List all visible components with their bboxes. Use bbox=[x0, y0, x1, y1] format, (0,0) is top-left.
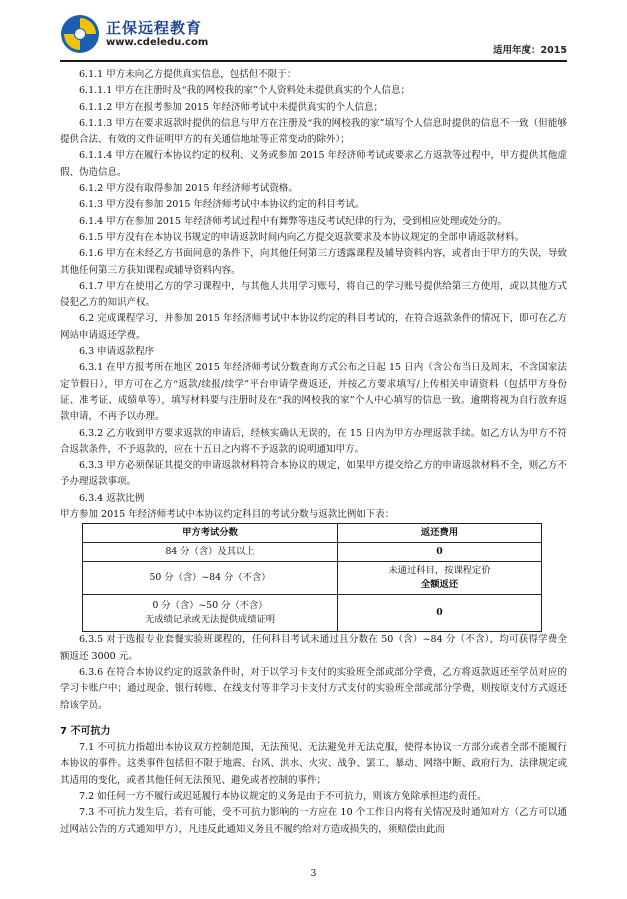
page-number: 3 bbox=[310, 869, 317, 879]
brand-url: www.cdeledu.com bbox=[106, 37, 209, 48]
paragraph: 6.3.2 乙方收到甲方要求返款的申请后，经核实确认无误的，在 15 日内为甲方办理返款手续。如乙方认为甲方不符合返款条件，不予返款的，应在十五日之内将不予返款的说明通知甲方。 bbox=[60, 427, 567, 455]
paragraph: 6.1.5 甲方没有在本协议书规定的申请返款时间内向乙方提交返款要求及本协议规定的全部申请返款材料。 bbox=[79, 231, 525, 243]
table-cell-score: 84 分（含）及其以上 bbox=[83, 543, 338, 562]
paragraph: 6.1.2 甲方没有取得参加 2015 年经济师考试资格。 bbox=[79, 183, 298, 195]
paragraph: 6.1.7 甲方在使用乙方的学习课程中，与其他人共用学习账号，将自己的学习账号提供给第三方使用，或以其他方式侵犯乙方的知识产权。 bbox=[60, 280, 567, 309]
applicable-year: 适用年度：2015 bbox=[493, 45, 567, 56]
paragraph: 7.1 不可抗力指超出本协议双方控制范围，无法预见、无法避免并无法克服，使得本协议一方部分或者全部不能履行本协议的事件。这类事件包括但不限于地震、台风、洪水、火灾、战争、罢工、暴动、网络中断、政府行为、法律规定或其适用的变化，或者其他任何无法预见、避免或者控制的事件； bbox=[60, 742, 567, 786]
table-cell-score-line: 无成绩记录或无法提供成绩证明 bbox=[144, 614, 276, 626]
section-title: 7 不可抗力 bbox=[60, 725, 111, 737]
paragraph: 6.1.3 甲方没有参加 2015 年经济师考试中本协议约定的科目考试。 bbox=[79, 199, 365, 211]
paragraph: 6.1.1.1 甲方在注册时及“我的网校我的家”个人资料处未提供真实的个人信息； bbox=[79, 85, 410, 97]
table-cell-score-line: 0 分（含）~50 分（不含） bbox=[152, 600, 268, 612]
table-row bbox=[83, 562, 542, 595]
paragraph: 7.3 不可抗力发生后，若有可能，受不可抗力影响的一方应在 10 个工作日内将有关情况及时通知对方（乙方可以通过网站公告的方式通知甲方），凡违反此通知义务且不履约给对方造成损失的，须赔偿由此而 bbox=[60, 807, 567, 835]
paragraph: 6.1.1.2 甲方在报考参加 2015 年经济师考试中未提供真实的个人信息； bbox=[79, 101, 383, 113]
table-cell-score: 50 分（含）~84 分（不含） bbox=[83, 562, 338, 595]
table-cell-refund: 0 bbox=[338, 595, 542, 632]
table-cell-score bbox=[83, 595, 338, 632]
paragraph: 6.1.1 甲方未向乙方提供真实信息，包括但不限于： bbox=[79, 69, 297, 80]
paragraph: 6.3.4 返款比例 bbox=[79, 492, 145, 504]
table-cell-refund-line: 全额返还 bbox=[420, 579, 459, 591]
brand-logo-icon bbox=[60, 14, 100, 54]
paragraph: 6.3 申请返款程序 bbox=[79, 346, 155, 358]
table-header-refund: 返还费用 bbox=[338, 524, 542, 543]
brand-name: 正保远程教育 bbox=[106, 19, 203, 37]
table-row bbox=[83, 543, 542, 562]
paragraph: 6.1.1.4 甲方在履行本协议约定的权利、义务或参加 2015 年经济师考试或要求乙方返款等过程中，甲方提供其他虚假、伪造信息。 bbox=[60, 150, 567, 178]
paragraph: 7.2 如任何一方不履行或迟延履行本协议规定的义务是由于不可抗力，则该方免除承担违约责任。 bbox=[79, 790, 487, 802]
page-header bbox=[0, 0, 627, 66]
paragraph: 6.1.1.3 甲方在要求返款时提供的信息与甲方在注册及“我的网校我的家”填写个人信息时提供的信息不一致（但能够提供合法、有效的文件证明甲方的有关通信地址等正常变动的除外）； bbox=[60, 117, 567, 146]
paragraph: 6.3.5 对于选报专业套餐实验班课程的，任何科目考试未通过且分数在 50（含）~84 分（不含），均可获得学费全额返还 3000 元。 bbox=[60, 634, 567, 662]
paragraph: 6.2 完成课程学习，并参加 2015 年经济师考试中本协议约定的科目考试的，在符合返款条件的情况下，即可在乙方网站申请返还学费。 bbox=[60, 313, 567, 341]
table-cell-refund: 0 bbox=[338, 543, 542, 562]
refund-ratio-table bbox=[82, 523, 542, 632]
table-cell-refund bbox=[338, 562, 542, 595]
paragraph: 6.3.1 在甲方报考所在地区 2015 年经济师考试分数查询方式公布之日起 15 日内（含公布当日及周末，不含国家法定节假日），甲方可在乙方“返款/续报/续学”平台申请学费返还，并按乙方要求填写/上传相关申请资料（包括甲方身份证、准考证、成绩单等），填写材料要与注册时及在“我的网校我的家”个人中心填写的信息一致。逾期将视为自行放弃返款申请，不再予以办理。 bbox=[60, 362, 567, 423]
paragraph: 6.3.6 在符合本协议约定的返款条件时，对于以学习卡支付的实验班全部或部分学费，乙方将返款返还至学员对应的学习卡账户中；通过现金、银行转账、在线支付等非学习卡支付方式支付的实验班全部或部分学费，则按原支付方式返还给该学员。 bbox=[60, 666, 567, 711]
document-body bbox=[60, 67, 567, 838]
table-header-score: 甲方考试分数 bbox=[83, 524, 338, 543]
paragraph: 6.1.6 甲方在未经乙方书面同意的条件下，向其他任何第三方透露课程及辅导资料内容，或者由于甲方的失误，导致其他任何第三方获知课程或辅导资料内容。 bbox=[60, 248, 567, 276]
table-cell-refund-line: 未通过科目，按课程定价 bbox=[388, 565, 491, 577]
header-divider bbox=[60, 60, 567, 62]
paragraph: 6.3.3 甲方必须保证其提交的申请返款材料符合本协议的规定，如果甲方提交给乙方的申请返款材料不全，则乙方不予办理返款事项。 bbox=[60, 460, 567, 488]
table-row bbox=[83, 595, 542, 632]
paragraph: 6.1.4 甲方在参加 2015 年经济师考试过程中有舞弊等违反考试纪律的行为，受到相应处理或处分的。 bbox=[79, 215, 507, 227]
table-caption: 甲方参加 2015 年经济师考试中本协议约定科目的考试分数与返款比例如下表： bbox=[60, 509, 395, 521]
